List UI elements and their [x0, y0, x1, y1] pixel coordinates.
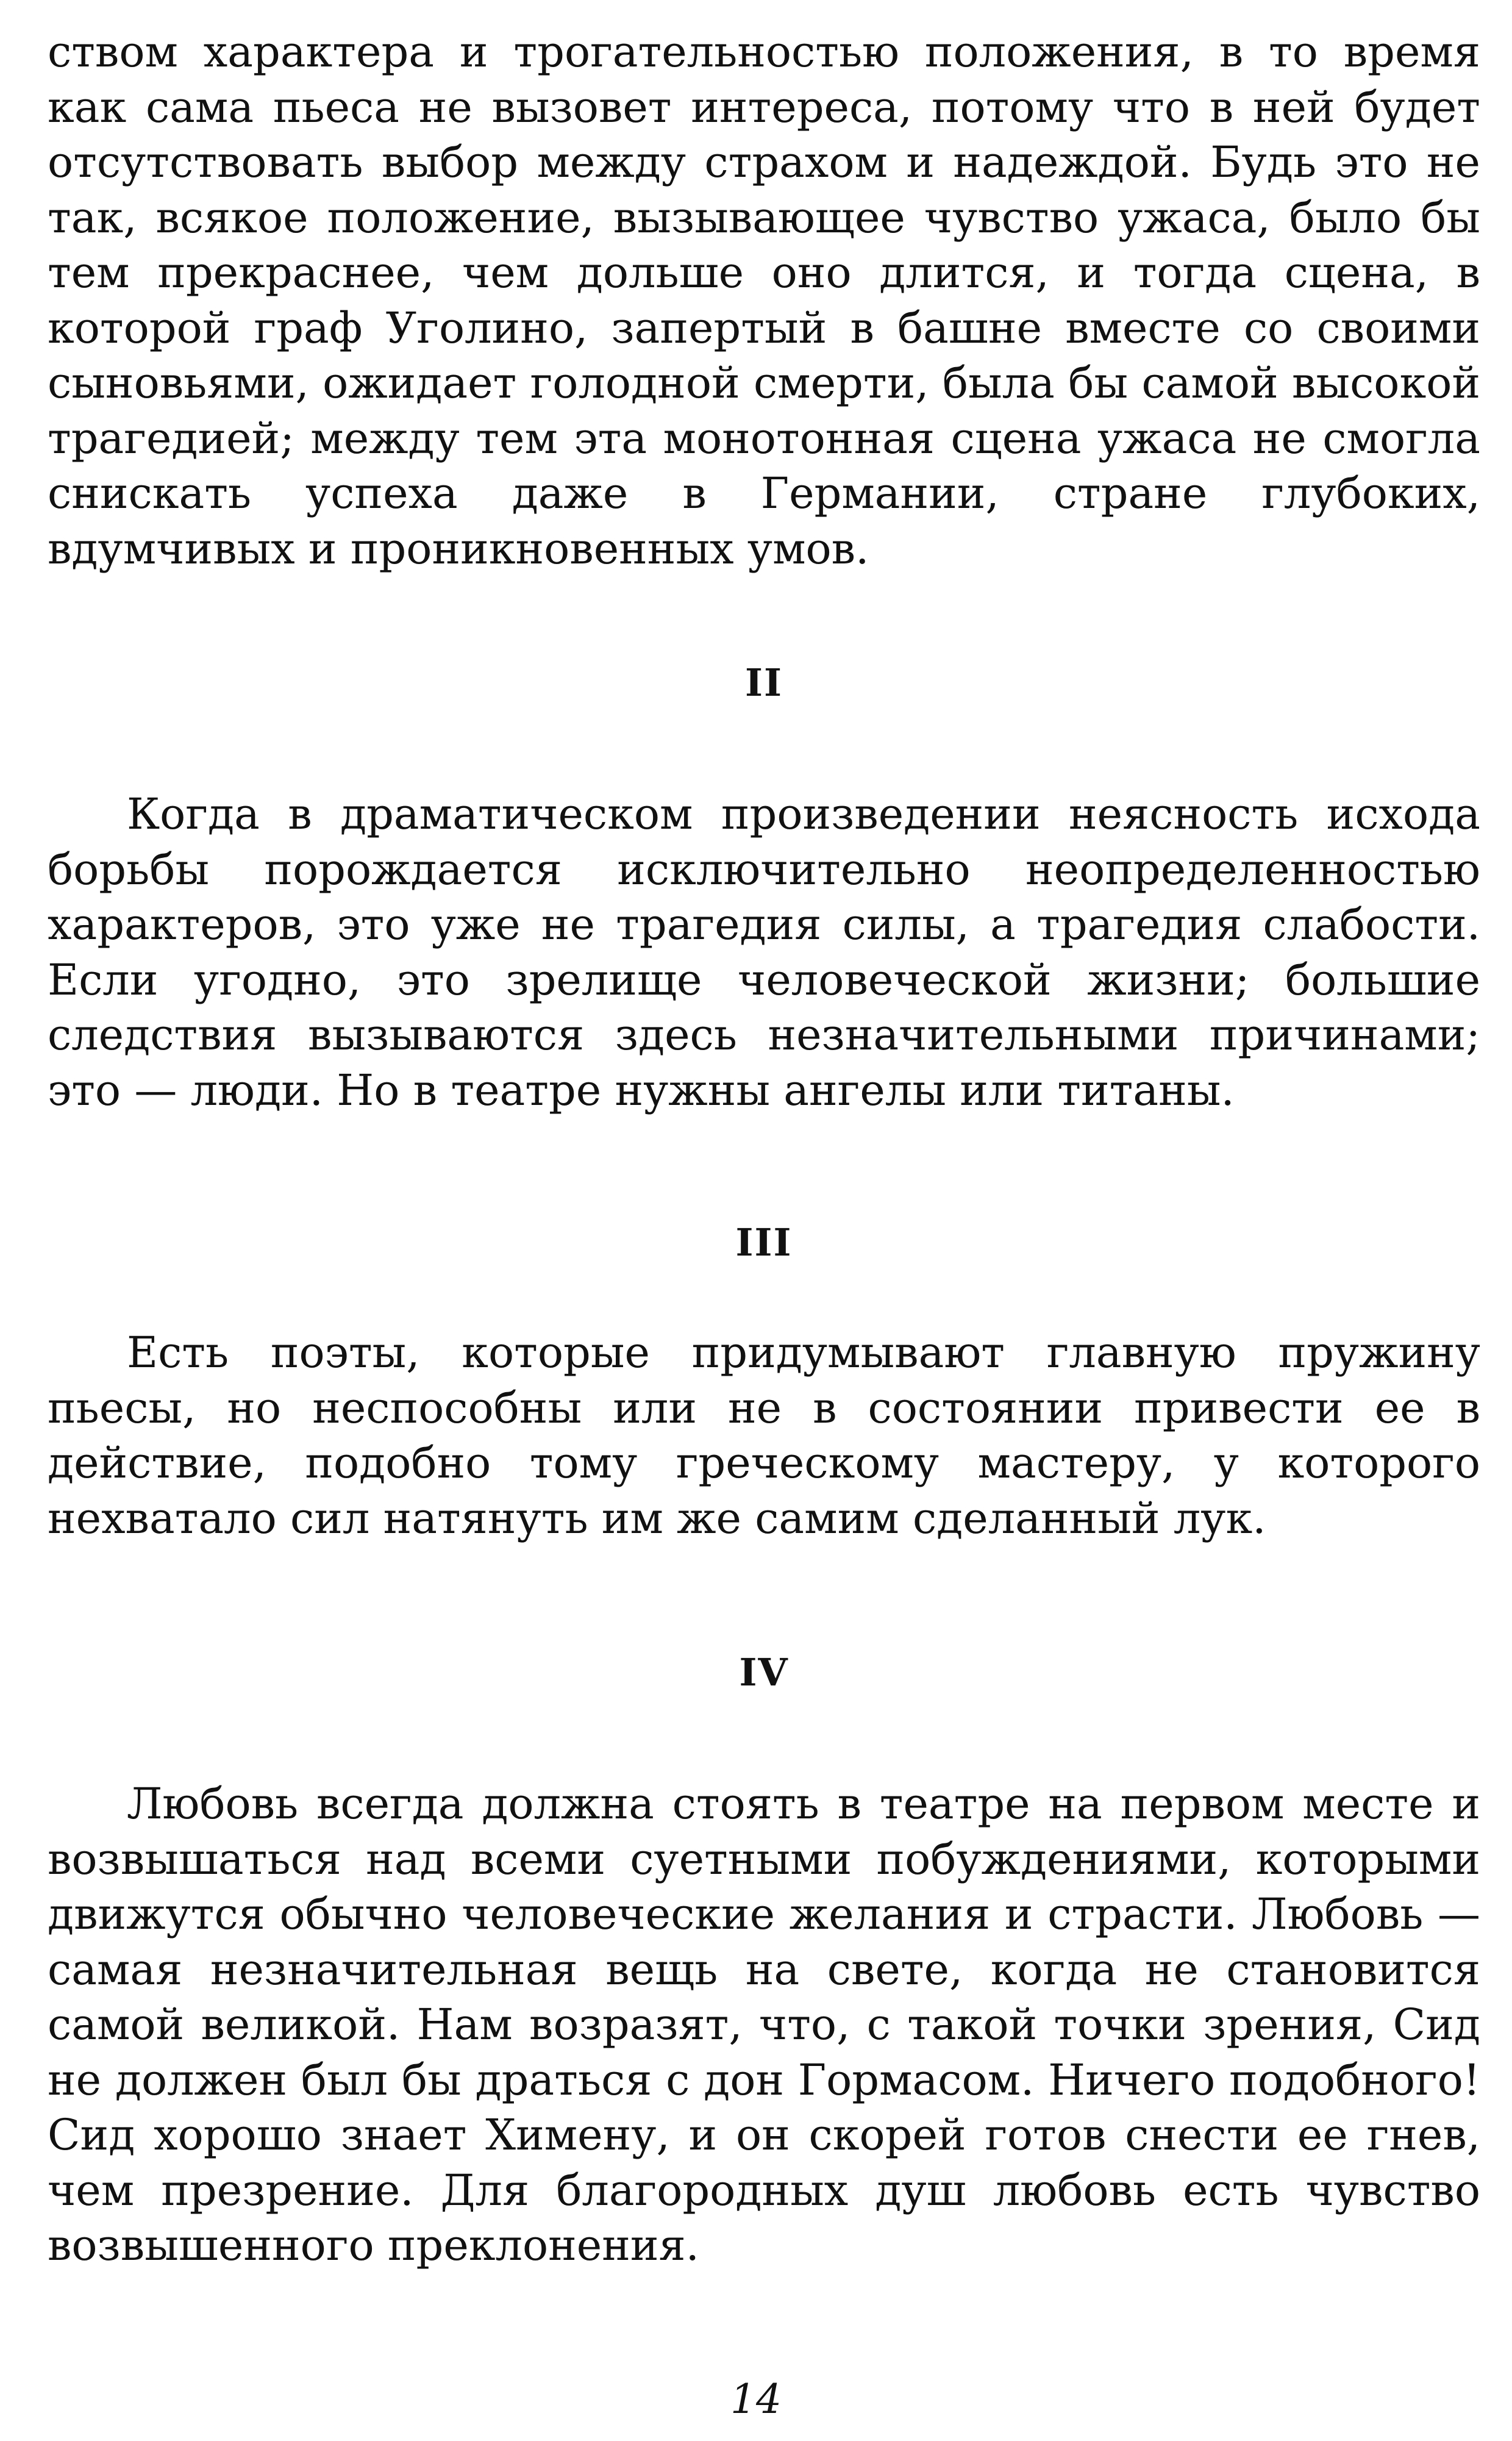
paragraph-section-iii: Есть поэты, которые придумывают главную пружину пьесы, но неспособны или не в состоянии привести ее в действие, подобно тому греческому мастеру, у которого нехватало сил натянуть им же самим сделанный лук.	[48, 1328, 1480, 1543]
section-heading-iii: III	[735, 1220, 793, 1265]
page-number: 14	[730, 2376, 782, 2423]
paragraph-section-ii: Когда в драматическом произведении неясность исхода борьбы порождается исключительно неопределенностью характеров, это уже не трагедия силы, а трагедия слабости. Если угодно, это зрелище человеческой жизни; большие следствия вызываются здесь незначительными причинами; это — люди. Но в театре нужны ангелы или титаны.	[48, 789, 1480, 1115]
section-heading-iv: IV	[739, 1650, 789, 1695]
paragraph-continuation: ством характера и трогательностью положения, в то время как сама пьеса не вызовет интереса, потому что в ней будет отсутствовать выбор между страхом и надеждой. Будь это не так, всякое положение, вызывающее чувство ужаса, было бы тем прекраснее, чем дольше оно длится, и тогда сцена, в которой граф Уголино, запертый в башне вместе со своими сыновьями, ожидает голодной смерти, была бы самой высокой трагедией; между тем эта монотонная сцена ужаса не смогла снискать успеха даже в Германии, стране глубоких, вдумчивых и проникновенных умов.	[48, 27, 1480, 574]
section-heading-ii: II	[744, 660, 783, 705]
paragraph-section-iv: Любовь всегда должна стоять в театре на первом месте и возвышаться над всеми суетными побуждениями, которыми движутся обычно человеческие желания и страсти. Любовь — самая незначительная вещь на свете, когда не становится самой великой. Нам возразят, что, с такой точки зрения, Сид не должен был бы драться с дон Гормасом. Ничего подобного! Сид хорошо знает Химену, и он скорей готов снести ее гнев, чем презрение. Для благородных душ любовь есть чувство возвышенного преклонения.	[48, 1779, 1480, 2270]
book-page	[48, 24, 1480, 2273]
